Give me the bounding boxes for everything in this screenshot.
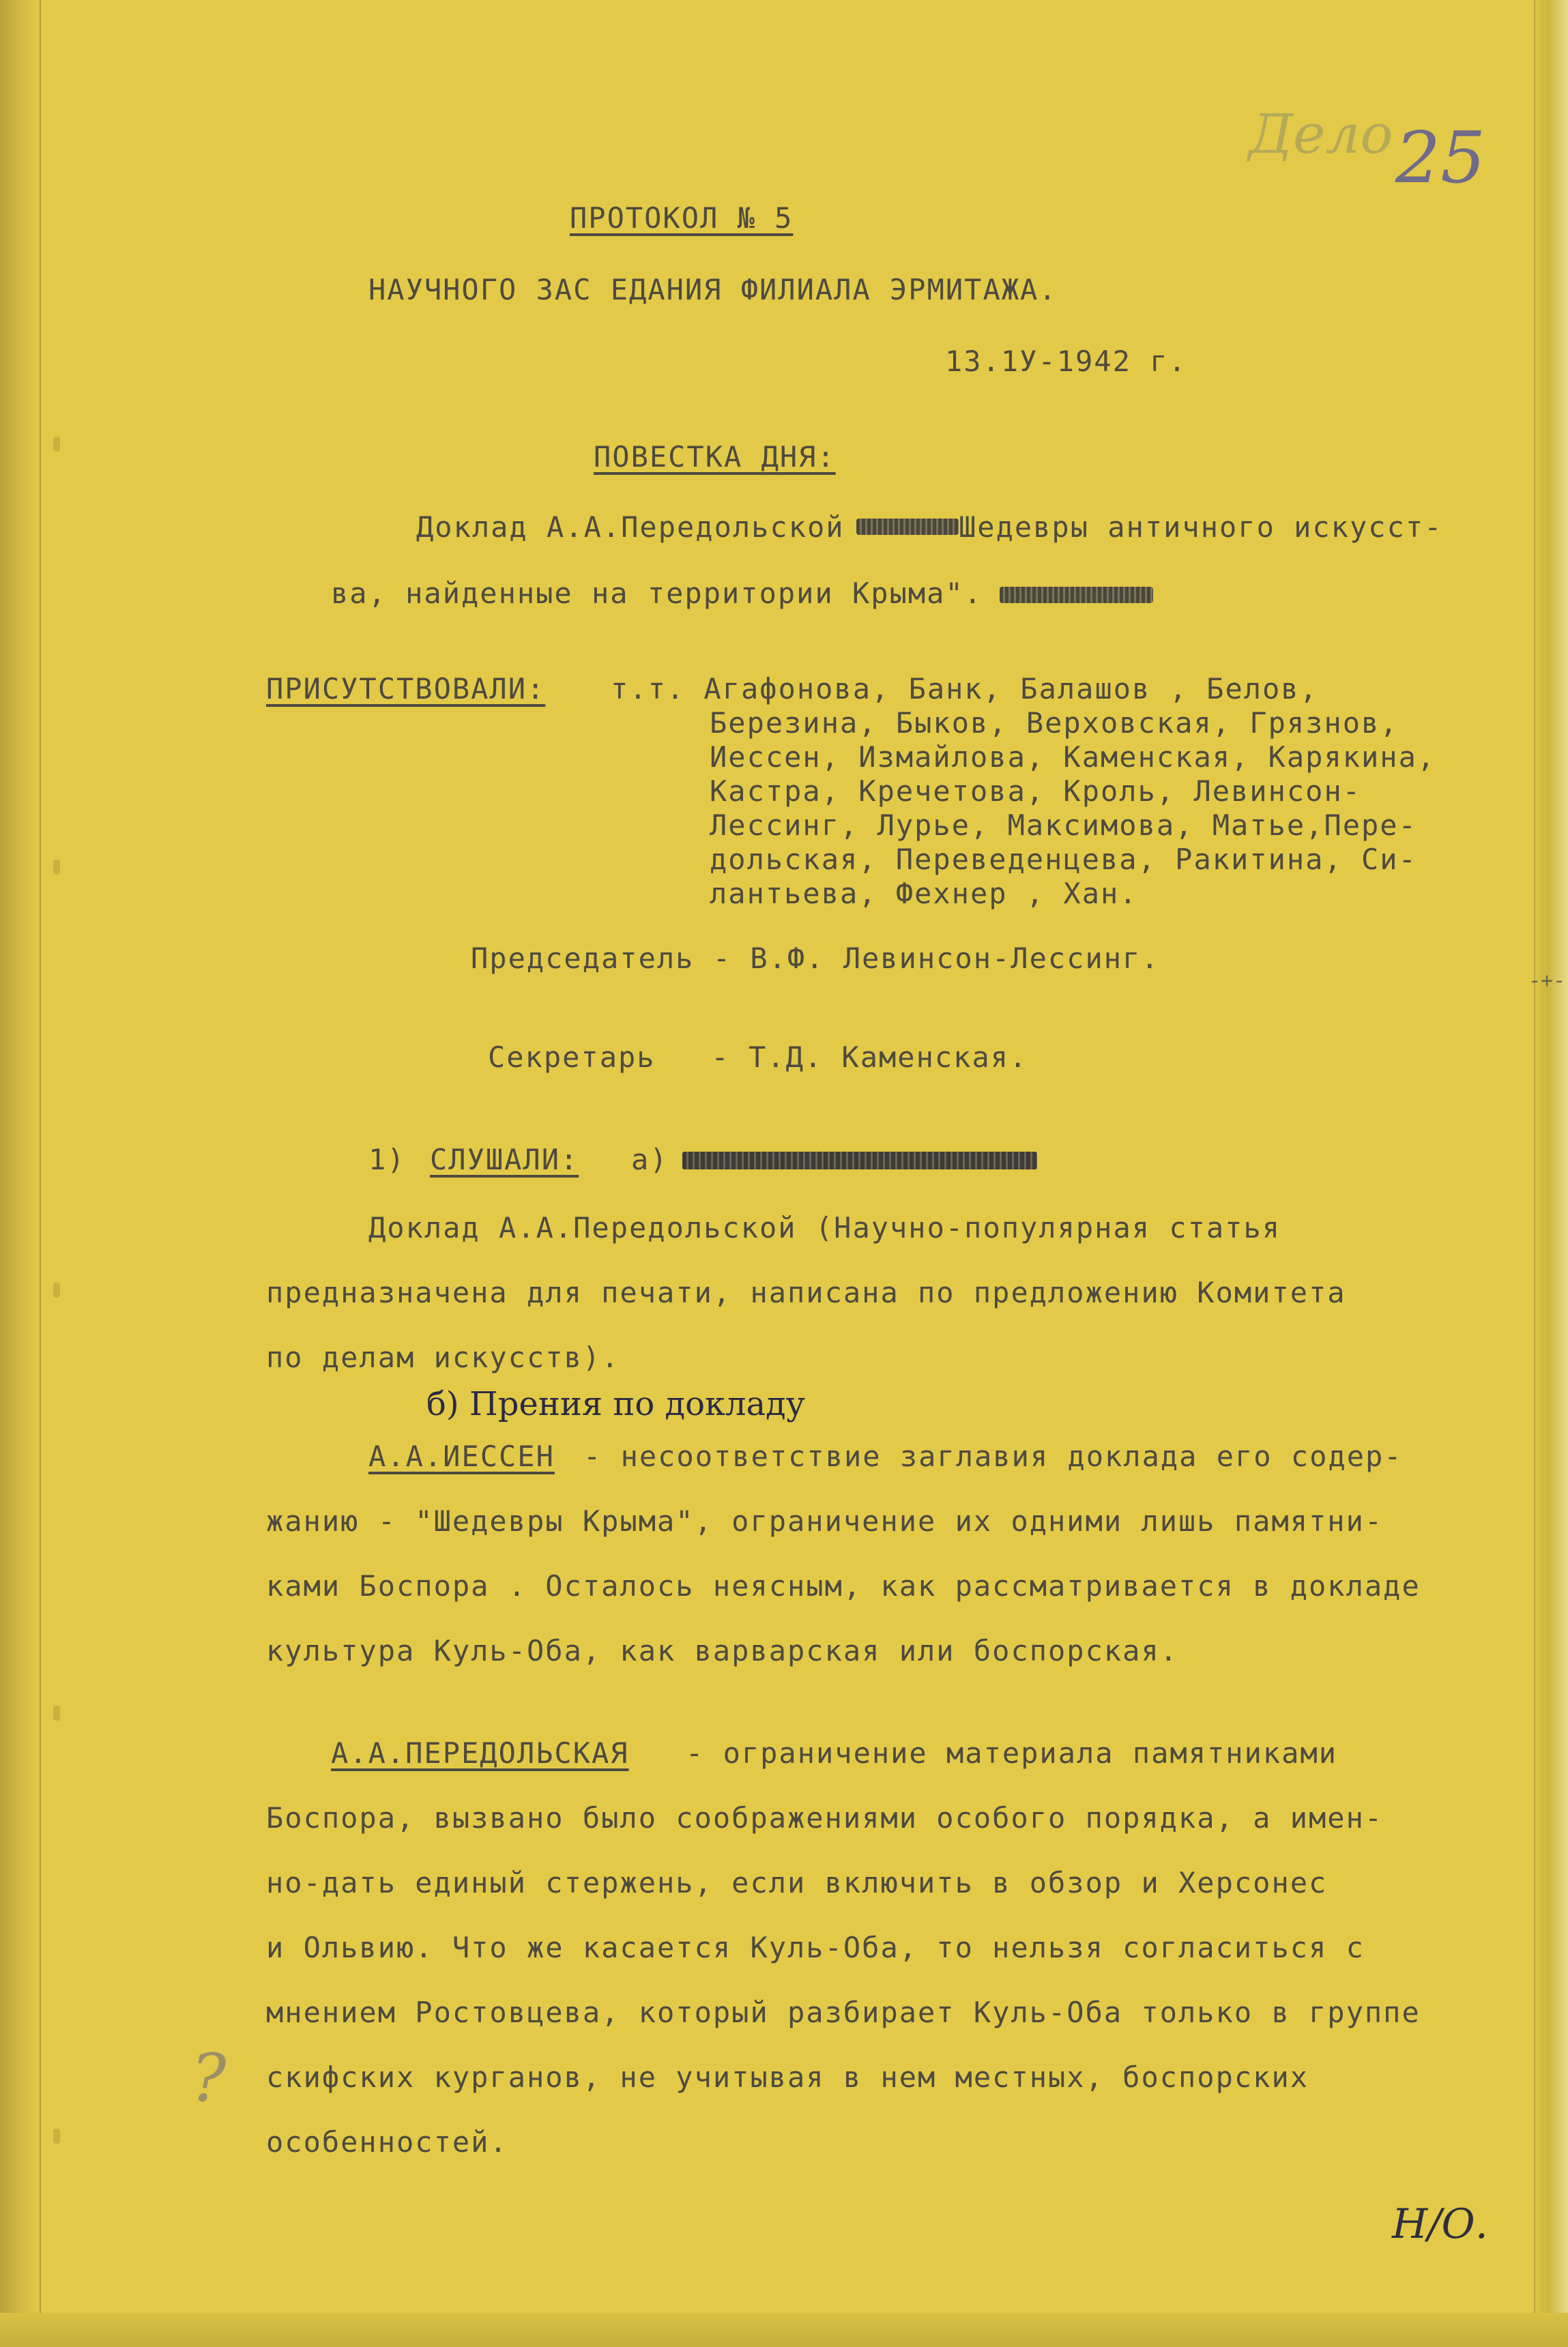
report-line: предназначена для печати, написана по предложению Комитета [266,1276,1346,1309]
section-sub-a: а) [631,1143,669,1176]
discussion-line: Боспора, вызвано было соображениями особого порядка, а имен- [266,1801,1384,1835]
section-number: 1) [368,1143,406,1176]
document-subtitle: НАУЧНОГО ЗАС ЕДАНИЯ ФИЛИАЛА ЭРМИТАЖА. [368,273,1058,306]
pencil-question-mark: ? [191,2040,227,2116]
discussion-line: - несоответствие заглавия доклада его содер- [583,1440,1403,1473]
binding-hole [53,2129,60,2144]
folio-number: 25 [1395,116,1486,199]
footer-handwritten-note: Н/О. [1392,2200,1488,2248]
discussion-line: но-дать единый стержень, если включить в обзор и Херсонес [266,1866,1328,1899]
right-page-edge [1534,0,1568,2347]
binding-hole [53,1706,60,1721]
binding-edge [0,0,41,2347]
section-heading: СЛУШАЛИ: [430,1143,579,1176]
attendance-line: Иессен, Измайлова, Каменская, Карякина, [710,740,1436,774]
discussion-line: - ограничение материала памятниками [686,1736,1338,1770]
attendance-line: т.т. Агафонова, Банк, Балашов , Белов, [611,672,1318,705]
document-title: ПРОТОКОЛ № 5 [570,201,794,235]
binding-hole [53,437,60,452]
overtyped-text [856,519,959,535]
discussion-line: жанию - "Шедевры Крыма", ограничение их одними лишь памятни- [266,1504,1384,1538]
agenda-line-1-tail: Шедевры античного искусст- [959,510,1443,544]
discussion-line: особенностей. [266,2125,508,2159]
attendance-line: лантьева, Фехнер , Хан. [710,877,1138,910]
bottom-page-edge [0,2313,1568,2347]
discussion-line: и Ольвию. Что же касается Куль-Оба, то нельзя согласиться с [266,1931,1365,1964]
agenda-line-1: Доклад А.А.Передольской [416,510,845,544]
report-line: Доклад А.А.Передольской (Научно-популярная статья [368,1211,1281,1244]
attendance-line: Лессинг, Лурье, Максимова, Матье,Пере- [710,808,1417,842]
attendance-line: Кастра, Кречетова, Кроль, Левинсон- [710,774,1362,808]
agenda-heading: ПОВЕСТКА ДНЯ: [594,440,836,473]
report-line: по делам искусств). [266,1341,620,1374]
binding-hole [53,860,60,875]
attendance-line: дольская, Переведенцева, Ракитина, Си- [710,843,1417,876]
attendance-label: ПРИСУТСТВОВАЛИ: [266,672,546,705]
secretary-line: Секретарь - Т.Д. Каменская. [488,1040,1028,1074]
discussion-line: ками Боспора . Осталось неясным, как рассматривается в докладе [266,1569,1421,1603]
chairman-line: Председатель - В.Ф. Левинсон-Лессинг. [471,942,1160,975]
overtyped-text [1000,587,1153,603]
pencil-archive-mark: Дело [1249,102,1393,166]
discussion-line: скифских курганов, не учитывая в нем местных, боспорских [266,2060,1309,2094]
discussion-line: культура Куль-Оба, как варварская или боспорская. [266,1634,1179,1667]
speaker-name: А.А.ПЕРЕДОЛЬСКАЯ [331,1736,629,1770]
attendance-line: Березина, Быков, Верховская, Грязнов, [710,706,1399,740]
margin-tick: -+- [1528,969,1566,993]
binding-hole [53,1283,60,1298]
struck-through-text [682,1152,1037,1169]
agenda-line-2: ва, найденные на территории Крыма". [331,577,983,610]
discussion-line: мнением Ростовцева, который разбирает Куль-Оба только в группе [266,1996,1421,2029]
speaker-name: А.А.ИЕССЕН [368,1440,555,1473]
document-date: 13.1У-1942 г. [945,345,1187,378]
handwritten-insertion: б) Прения по докладу [426,1385,805,1423]
